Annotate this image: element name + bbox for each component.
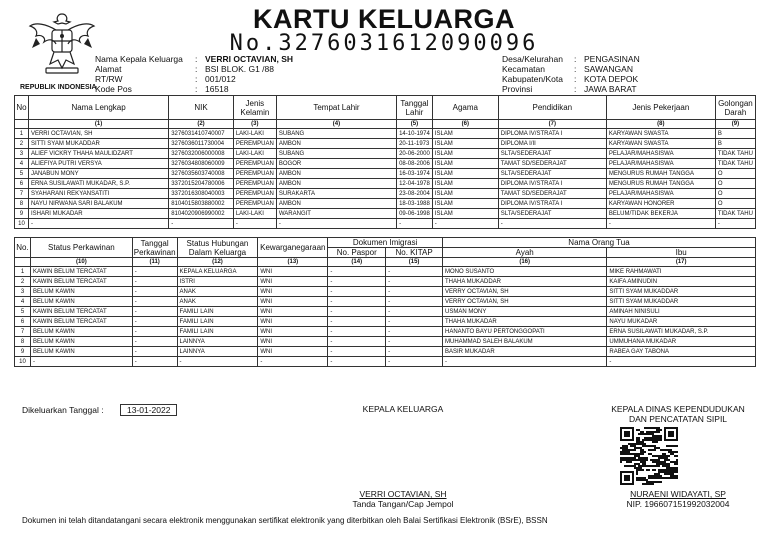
table-cell: BELUM KAWIN xyxy=(30,287,132,297)
column-index xyxy=(15,258,31,267)
table-cell: ISLAM xyxy=(432,139,498,149)
table-cell: AMBON xyxy=(276,199,396,209)
info-label: Kode Pos xyxy=(95,84,132,94)
table-cell: - xyxy=(258,357,328,367)
column-index: (10) xyxy=(30,258,132,267)
col-header: Ibu xyxy=(607,248,756,258)
table-cell: JANABUN MONY xyxy=(28,169,168,179)
table-cell: WNI xyxy=(258,277,328,287)
info-label: Alamat xyxy=(95,64,122,74)
info-label: Desa/Kelurahan xyxy=(502,54,563,64)
table-cell: 18-03-1988 xyxy=(397,199,433,209)
table-cell: - xyxy=(132,307,177,317)
col-header: Tanggal Lahir xyxy=(397,96,433,120)
table-cell: ALIEFIYA PUTRI VERSYA xyxy=(28,159,168,169)
table-cell: WARANGIT xyxy=(276,209,396,219)
table-row xyxy=(15,277,756,287)
info-row: Kode Pos : 16518 xyxy=(95,84,229,94)
table-cell: ALIEF VICKRY THAHA MAULIDZART xyxy=(28,149,168,159)
table-cell: VERRY OCTAVIAN, SH xyxy=(442,297,606,307)
col-header: No. Paspor xyxy=(328,248,386,258)
table-cell: WNI xyxy=(258,347,328,357)
column-index: (2) xyxy=(169,120,234,129)
column-index: (3) xyxy=(233,120,276,129)
table-cell: LAINNYA xyxy=(177,337,258,347)
issued-date-block xyxy=(22,404,177,416)
col-header: Agama xyxy=(432,96,498,120)
table-cell: WNI xyxy=(258,297,328,307)
table-cell: WNI xyxy=(258,317,328,327)
table-cell: - xyxy=(386,337,443,347)
table-cell: - xyxy=(132,277,177,287)
table-cell: MENGURUS RUMAH TANGGA xyxy=(606,179,715,189)
table-cell: BASIR MUKADAR xyxy=(442,347,606,357)
table-cell: 4 xyxy=(15,159,29,169)
table-cell: 6 xyxy=(15,317,31,327)
table-cell: DIPLOMA IV/STRATA I xyxy=(498,199,606,209)
col-header: Golongan Darah xyxy=(715,96,755,120)
table-cell: - xyxy=(328,317,386,327)
table-cell: KEPALA KELUARGA xyxy=(177,267,258,277)
table-cell: SUBANG xyxy=(276,149,396,159)
info-row: Provinsi : JAWA BARAT xyxy=(502,84,637,94)
table-cell: KAWIN BELUM TERCATAT xyxy=(30,277,132,287)
table-cell: - xyxy=(177,357,258,367)
head-info-left xyxy=(95,54,293,94)
table-cell: AMBON xyxy=(276,169,396,179)
table-cell: KAWIN BELUM TERCATAT xyxy=(30,317,132,327)
table-cell: 3276034808060009 xyxy=(169,159,234,169)
head-info-right xyxy=(502,54,640,94)
table-cell: B xyxy=(715,129,755,139)
col-header: Ayah xyxy=(442,248,606,258)
status-table xyxy=(14,237,756,367)
table-cell: TAMAT SD/SEDERAJAT xyxy=(498,159,606,169)
table-cell: PELAJAR/MAHASISWA xyxy=(606,149,715,159)
table-row xyxy=(15,159,756,169)
table-cell: - xyxy=(432,219,498,229)
info-label: RT/RW xyxy=(95,74,123,84)
column-index: (13) xyxy=(258,258,328,267)
table-cell: - xyxy=(169,219,234,229)
table-cell: FAMILI LAIN xyxy=(177,327,258,337)
table-cell: SLTA/SEDERAJAT xyxy=(498,149,606,159)
col-header: Tanggal Perkawinan xyxy=(133,238,176,257)
table-cell: KAWIN BELUM TERCATAT xyxy=(30,267,132,277)
table-cell: - xyxy=(715,219,755,229)
table-cell: KARYAWAN HONORER xyxy=(606,199,715,209)
table-row xyxy=(15,169,756,179)
table-cell: DIPLOMA I/II xyxy=(498,139,606,149)
table-cell: - xyxy=(606,219,715,229)
table-row xyxy=(15,337,756,347)
table-cell: 14-10-1974 xyxy=(397,129,433,139)
table-cell: - xyxy=(397,219,433,229)
issued-date: 13-01-2022 xyxy=(120,404,177,416)
info-value: PENGASINAN xyxy=(584,54,640,64)
col-header: NIK xyxy=(169,96,234,120)
electronic-signature-disclaimer: Dokumen ini telah ditandatangani secara elektronik menggunakan sertifikat elektronik yang diterbitkan oleh Balai Sertifikasi Elektronik (BSrE), BSSN xyxy=(22,516,548,525)
table-cell: ISLAM xyxy=(432,159,498,169)
table-cell: ANAK xyxy=(177,297,258,307)
col-header: No xyxy=(15,96,29,120)
table-cell: THAHA MUKADAR xyxy=(442,317,606,327)
table-cell: FAMILI LAIN xyxy=(177,307,258,317)
table-cell: - xyxy=(386,297,443,307)
table-cell: PEREMPUAN xyxy=(233,189,276,199)
table-cell: - xyxy=(132,267,177,277)
table-cell: 2 xyxy=(15,277,31,287)
table-cell: BOGOR xyxy=(276,159,396,169)
table-row xyxy=(15,179,756,189)
table-cell: SITTI SYAM MUKADDAR xyxy=(607,297,756,307)
table-cell: TIDAK TAHU xyxy=(715,149,755,159)
table-cell: - xyxy=(328,297,386,307)
table-cell: PEREMPUAN xyxy=(233,179,276,189)
table-cell: AMINAH NINISULI xyxy=(607,307,756,317)
info-row: Nama Kepala Keluarga : VERRI OCTAVIAN, SH xyxy=(95,54,293,64)
info-value: KOTA DEPOK xyxy=(584,74,639,84)
table-cell: BELUM KAWIN xyxy=(30,297,132,307)
table-cell: VERRI OCTAVIAN, SH xyxy=(28,129,168,139)
info-value: BSI BLOK. G1 /88 xyxy=(205,64,274,74)
info-value: VERRI OCTAVIAN, SH xyxy=(205,54,293,64)
table-cell: 08-08-2006 xyxy=(397,159,433,169)
column-index-row xyxy=(15,120,756,129)
table-cell: 8104015803880002 xyxy=(169,199,234,209)
table-cell: - xyxy=(498,219,606,229)
table-cell: - xyxy=(328,267,386,277)
kepala-keluarga-label: KEPALA KELUARGA xyxy=(362,404,444,414)
info-row: Kecamatan : SAWANGAN xyxy=(502,64,633,74)
table-cell: DIPLOMA IV/STRATA I xyxy=(498,129,606,139)
table-cell: PEREMPUAN xyxy=(233,199,276,209)
table-cell: 8 xyxy=(15,337,31,347)
table-row xyxy=(15,267,756,277)
table-cell: KAWIN BELUM TERCATAT xyxy=(30,307,132,317)
table-cell: UMMUHANA MUKADAR xyxy=(607,337,756,347)
table-cell: VERRY OCTAVIAN, SH xyxy=(442,287,606,297)
table-cell: 3372016308040003 xyxy=(169,189,234,199)
info-value: JAWA BARAT xyxy=(584,84,637,94)
dinas-label-1: KEPALA DINAS KEPENDUDUKAN xyxy=(611,404,745,414)
info-value: 16518 xyxy=(205,84,229,94)
table-cell: WNI xyxy=(258,327,328,337)
table-cell: 8104020906990002 xyxy=(169,209,234,219)
table-cell: SYAHARANI REKYANSATITI xyxy=(28,189,168,199)
table-cell: 20-11-1973 xyxy=(397,139,433,149)
table-cell: ISHARI MUKADAR xyxy=(28,209,168,219)
table-cell: DIPLOMA IV/STRATA I xyxy=(498,179,606,189)
qr-code-icon xyxy=(620,427,678,485)
info-row: Kabupaten/Kota : KOTA DEPOK xyxy=(502,74,639,84)
table-cell: MONO SUSANTO xyxy=(442,267,606,277)
issued-label: Dikeluarkan Tanggal : xyxy=(22,405,104,415)
table-cell: - xyxy=(328,307,386,317)
info-value: SAWANGAN xyxy=(584,64,633,74)
table-cell: 5 xyxy=(15,307,31,317)
table-cell: - xyxy=(328,277,386,287)
table-row xyxy=(15,307,756,317)
table-cell: LAKI-LAKI xyxy=(233,129,276,139)
table-cell: RABEA GAY TABONA xyxy=(607,347,756,357)
info-row: Alamat : BSI BLOK. G1 /88 xyxy=(95,64,274,74)
table-cell: BELUM KAWIN xyxy=(30,327,132,337)
table-cell: ISLAM xyxy=(432,209,498,219)
table-row xyxy=(15,209,756,219)
table-cell: ERNA SUSILAWATI MUKADAR, S.P. xyxy=(607,327,756,337)
col-header: Kewarganegaraan xyxy=(258,238,328,258)
table-header-row xyxy=(15,96,756,120)
table-cell: 9 xyxy=(15,209,29,219)
table-cell: - xyxy=(28,219,168,229)
table-cell: 5 xyxy=(15,169,29,179)
table-row xyxy=(15,129,756,139)
table-cell: 10 xyxy=(15,219,29,229)
table-cell: PEREMPUAN xyxy=(233,169,276,179)
table-cell: 7 xyxy=(15,327,31,337)
table-cell: 3276031410740007 xyxy=(169,129,234,139)
table-cell: - xyxy=(386,317,443,327)
info-value: 001/012 xyxy=(205,74,236,84)
table-row xyxy=(15,149,756,159)
col-header: Jenis Pekerjaan xyxy=(606,96,715,120)
table-cell: AMBON xyxy=(276,139,396,149)
table-cell: WNI xyxy=(258,287,328,297)
table-cell: 6 xyxy=(15,179,29,189)
table-cell: - xyxy=(132,327,177,337)
column-index: (5) xyxy=(397,120,433,129)
republic-label: REPUBLIK INDONESIA xyxy=(20,84,97,91)
table-cell: LAKI-LAKI xyxy=(233,209,276,219)
column-index: (14) xyxy=(328,258,386,267)
table-cell: SITTI SYAM MUKADDAR xyxy=(28,139,168,149)
col-header: Tempat Lahir xyxy=(276,96,396,120)
table-row xyxy=(15,347,756,357)
info-label: Kabupaten/Kota xyxy=(502,74,563,84)
kepala-keluarga-name: VERRI OCTAVIAN, SH xyxy=(359,489,447,499)
column-index xyxy=(15,120,29,129)
table-cell: 20-06-2000 xyxy=(397,149,433,159)
table-cell: - xyxy=(328,327,386,337)
table-row xyxy=(15,327,756,337)
table-cell: TIDAK TAHU xyxy=(715,159,755,169)
table-cell: - xyxy=(328,347,386,357)
table-cell: FAMILI LAIN xyxy=(177,317,258,327)
table-cell: ISLAM xyxy=(432,189,498,199)
table-cell: 3 xyxy=(15,149,29,159)
column-index: (6) xyxy=(432,120,498,129)
table-cell: - xyxy=(30,357,132,367)
table-cell: - xyxy=(442,357,606,367)
table-cell: WNI xyxy=(258,337,328,347)
table-cell: 3372015204780006 xyxy=(169,179,234,189)
table-cell: ISLAM xyxy=(432,149,498,159)
col-header: Dokumen Imigrasi xyxy=(328,238,443,248)
table-cell: ANAK xyxy=(177,287,258,297)
table-cell: - xyxy=(132,287,177,297)
table-cell: - xyxy=(233,219,276,229)
dinas-official-name: NURAENI WIDAYATI, SP xyxy=(630,489,726,499)
table-cell: 9 xyxy=(15,347,31,357)
table-row xyxy=(15,317,756,327)
col-header: Status Hubungan Dalam Keluarga xyxy=(177,238,258,258)
column-index: (7) xyxy=(498,120,606,129)
table-cell: B xyxy=(715,139,755,149)
table-row xyxy=(15,189,756,199)
table-cell: BELUM KAWIN xyxy=(30,337,132,347)
table-cell: O xyxy=(715,179,755,189)
column-index: (8) xyxy=(606,120,715,129)
table-cell: SUBANG xyxy=(276,129,396,139)
table-cell: ISLAM xyxy=(432,169,498,179)
table-cell: KARYAWAN SWASTA xyxy=(606,129,715,139)
column-index: (15) xyxy=(386,258,443,267)
table-cell: SITTI SYAM MUKADDAR xyxy=(607,287,756,297)
table-cell: 1 xyxy=(15,129,29,139)
dinas-official-nip: NIP. 196607151992032004 xyxy=(626,499,730,509)
table-cell: 23-08-2004 xyxy=(397,189,433,199)
table-row xyxy=(15,287,756,297)
table-cell: O xyxy=(715,189,755,199)
table-cell: 1 xyxy=(15,267,31,277)
table-cell: PELAJAR/MAHASISWA xyxy=(606,159,715,169)
info-label: Kecamatan xyxy=(502,64,545,74)
info-label: Nama Kepala Keluarga xyxy=(95,54,183,64)
table-cell: - xyxy=(386,327,443,337)
table-cell: 3276035603740008 xyxy=(169,169,234,179)
table-cell: KARYAWAN SWASTA xyxy=(606,139,715,149)
table-cell: PELAJAR/MAHASISWA xyxy=(606,189,715,199)
table-cell: - xyxy=(132,337,177,347)
table-cell: 8 xyxy=(15,199,29,209)
col-header: Nama Orang Tua xyxy=(442,238,755,248)
table-cell: 09-06-1998 xyxy=(397,209,433,219)
table-cell: KAIFA AMINUDIN xyxy=(607,277,756,287)
table-cell: ISTRI xyxy=(177,277,258,287)
dinas-label-2: DAN PENCATATAN SIPIL xyxy=(628,414,728,424)
col-header: Jenis Kelamin xyxy=(233,96,276,120)
col-header: Status Perkawinan xyxy=(30,238,132,258)
table-cell: - xyxy=(386,267,443,277)
table-cell: THAHA MUKADDAR xyxy=(442,277,606,287)
info-row: RT/RW : 001/012 xyxy=(95,74,236,84)
col-header: No. xyxy=(15,238,31,258)
table-cell: AMBON xyxy=(276,179,396,189)
table-cell: WNI xyxy=(258,267,328,277)
table-cell: - xyxy=(276,219,396,229)
signature-caption: Tanda Tangan/Cap Jempol xyxy=(352,499,454,509)
table-cell: HANANTO BAYU PERTONGGOPATI xyxy=(442,327,606,337)
table-cell: - xyxy=(386,287,443,297)
table-cell: 2 xyxy=(15,139,29,149)
column-index: (9) xyxy=(715,120,755,129)
table-cell: NAYU MUKADAR xyxy=(607,317,756,327)
table-cell: - xyxy=(386,357,443,367)
table-cell: ISLAM xyxy=(432,199,498,209)
table-cell: 4 xyxy=(15,297,31,307)
column-index: (4) xyxy=(276,120,396,129)
table-cell: 3276032006000008 xyxy=(169,149,234,159)
column-index: (1) xyxy=(28,120,168,129)
table-cell: LAINNYA xyxy=(177,347,258,357)
table-row xyxy=(15,219,756,229)
col-header: Nama Lengkap xyxy=(28,96,168,120)
table-cell: - xyxy=(386,347,443,357)
table-cell: 10 xyxy=(15,357,31,367)
table-row xyxy=(15,297,756,307)
column-index: (16) xyxy=(442,258,606,267)
col-header: Pendidikan xyxy=(498,96,606,120)
table-cell: - xyxy=(328,337,386,347)
table-row xyxy=(15,139,756,149)
table-cell: - xyxy=(607,357,756,367)
table-cell: PEREMPUAN xyxy=(233,159,276,169)
col-header: No. KITAP xyxy=(386,248,443,258)
table-cell: ISLAM xyxy=(432,179,498,189)
table-row xyxy=(15,199,756,209)
table-cell: - xyxy=(386,277,443,287)
table-cell: NAYU NIRWANA SARI BALAKUM xyxy=(28,199,168,209)
table-cell: O xyxy=(715,199,755,209)
table-cell: - xyxy=(386,307,443,317)
kk-number: No.3276031612090096 xyxy=(229,31,539,56)
document-title: KARTU KELUARGA xyxy=(253,4,515,34)
table-cell: 16-03-1974 xyxy=(397,169,433,179)
table-cell: PEREMPUAN xyxy=(233,139,276,149)
members-table xyxy=(14,95,756,229)
table-cell: - xyxy=(328,357,386,367)
table-cell: 12-04-1978 xyxy=(397,179,433,189)
table-cell: TAMAT SD/SEDERAJAT xyxy=(498,189,606,199)
table-cell: - xyxy=(328,287,386,297)
table-cell: TIDAK TAHU xyxy=(715,209,755,219)
table-cell: SLTA/SEDERAJAT xyxy=(498,209,606,219)
table-cell: 7 xyxy=(15,189,29,199)
column-index: (17) xyxy=(607,258,756,267)
table-row xyxy=(15,357,756,367)
table-cell: USMAN MONY xyxy=(442,307,606,317)
table-cell: O xyxy=(715,169,755,179)
column-index: (11) xyxy=(132,258,177,267)
column-index-row xyxy=(15,258,756,267)
table-cell: MIKE RAHMAWATI xyxy=(607,267,756,277)
table-cell: SLTA/SEDERAJAT xyxy=(498,169,606,179)
info-row: Desa/Kelurahan : PENGASINAN xyxy=(502,54,640,64)
table-cell: WNI xyxy=(258,307,328,317)
table-header-row xyxy=(15,238,756,248)
table-cell: SURAKARTA xyxy=(276,189,396,199)
table-cell: BELUM KAWIN xyxy=(30,347,132,357)
table-cell: BELUM/TIDAK BEKERJA xyxy=(606,209,715,219)
table-cell: MENGURUS RUMAH TANGGA xyxy=(606,169,715,179)
table-cell: MUHAMMAD SALEH BALAKUM xyxy=(442,337,606,347)
table-cell: - xyxy=(132,357,177,367)
table-cell: LAKI-LAKI xyxy=(233,149,276,159)
table-cell: 3276036011730004 xyxy=(169,139,234,149)
table-cell: - xyxy=(132,297,177,307)
table-cell: 3 xyxy=(15,287,31,297)
column-index: (12) xyxy=(177,258,258,267)
table-cell: - xyxy=(132,317,177,327)
table-cell: ERNA SUSILAWATI MUKADAR, S.P. xyxy=(28,179,168,189)
table-cell: ISLAM xyxy=(432,129,498,139)
table-cell: - xyxy=(132,347,177,357)
info-label: Provinsi xyxy=(502,84,533,94)
